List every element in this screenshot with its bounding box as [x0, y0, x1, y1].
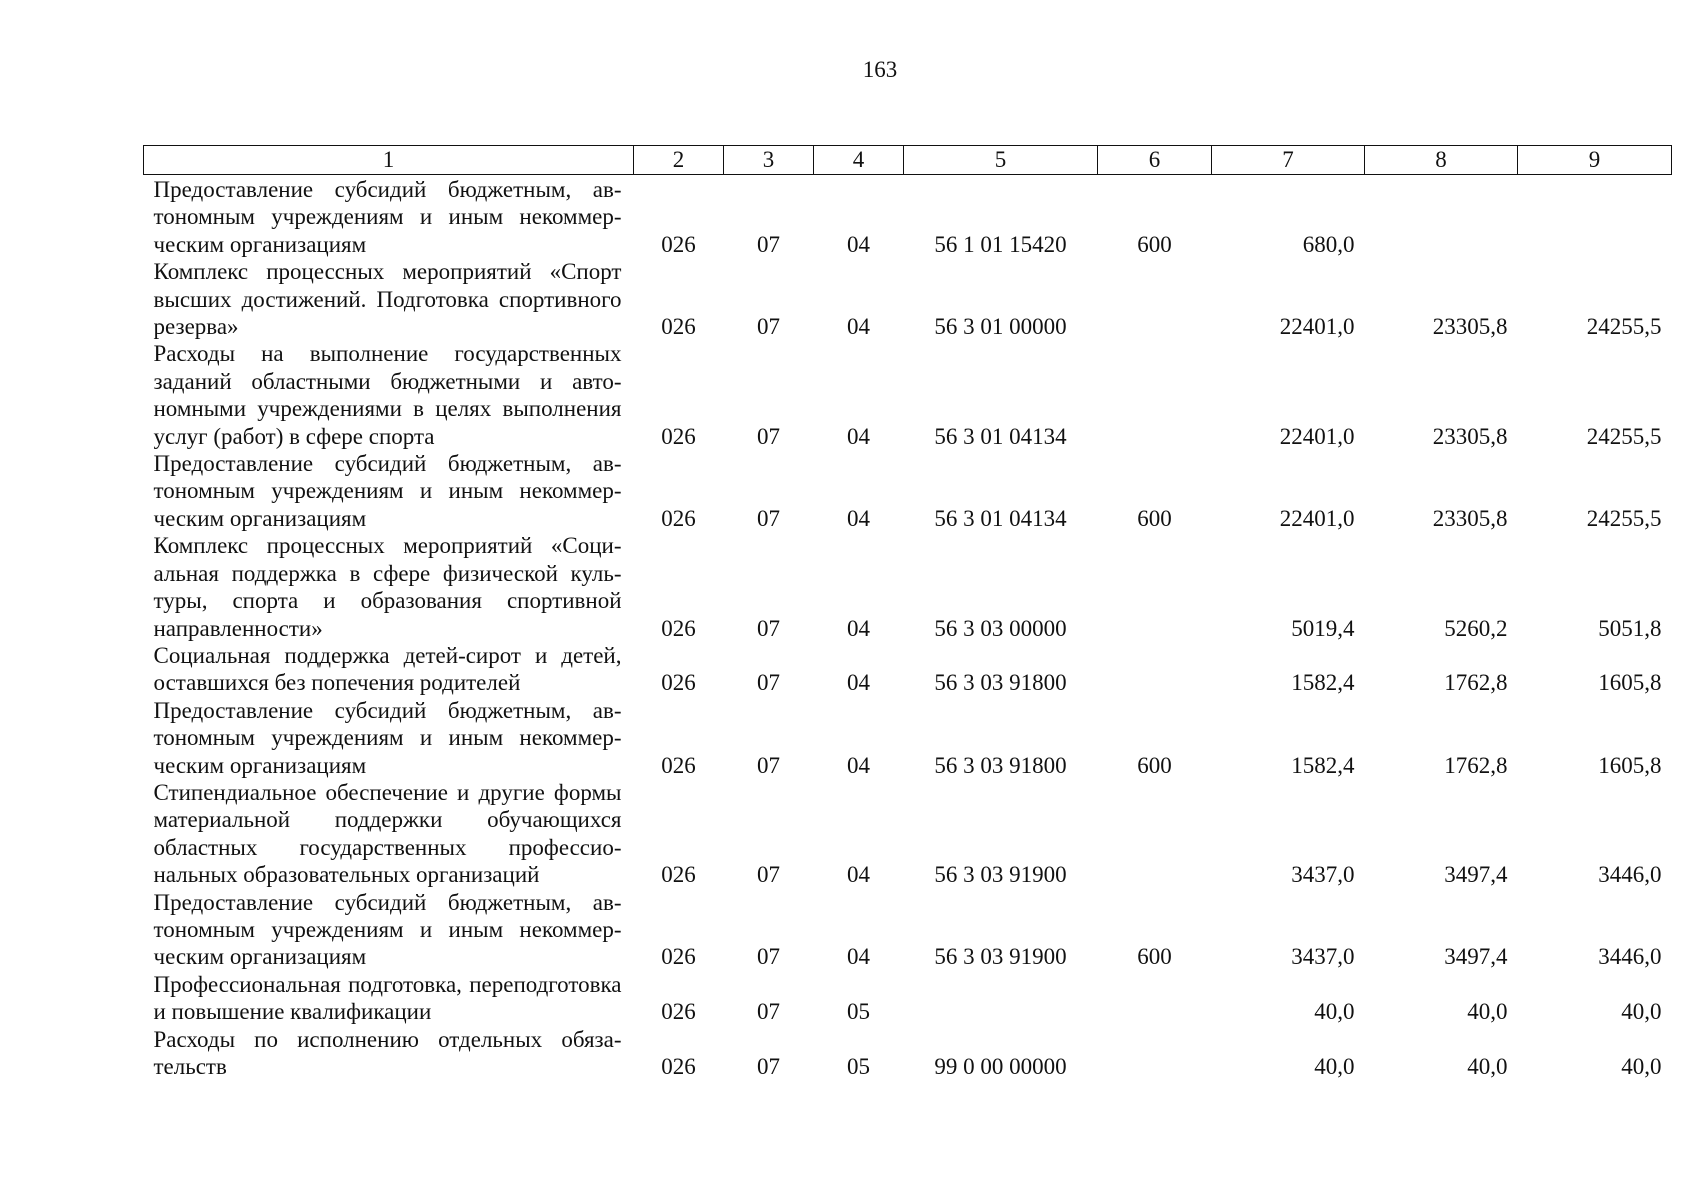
target-article-code: 56 3 03 91800: [934, 670, 1067, 696]
ministry-code: 026: [661, 944, 696, 970]
column-header-8: 8: [1365, 146, 1518, 175]
expense-type-code: [1098, 258, 1212, 340]
column-header-7: 7: [1212, 146, 1365, 175]
ministry-code: 026: [661, 615, 696, 641]
expense-type-code: [1098, 532, 1212, 642]
amount-col-8: 40,0: [1467, 1054, 1508, 1079]
section-code: 07: [757, 944, 780, 970]
ministry-code: 026: [661, 314, 696, 340]
table-row: [144, 1026, 1672, 1081]
amount-col-9: 3446,0: [1598, 862, 1662, 888]
section-code: 07: [757, 670, 780, 696]
section-code: 07: [757, 752, 780, 778]
column-header-6: 6: [1098, 146, 1212, 175]
row-description: Социальная поддержка детей-сирот и детей, оставшихся без попечения родителей: [153, 642, 622, 696]
ministry-code: 026: [661, 862, 696, 888]
budget-table: [143, 145, 1672, 1080]
amount-col-9: 40,0: [1621, 1054, 1662, 1079]
table-row: [144, 340, 1672, 450]
row-description: Предоставление субсидий бюджетным, автономным учреждениям и иным некоммерческим организациям: [153, 889, 622, 970]
amount-col-9: 24255,5: [1586, 314, 1662, 340]
section-code: 07: [757, 615, 780, 641]
ministry-code: 026: [661, 423, 696, 449]
row-description: Расходы на выполнение государственных заданий областными бюджетными и автономными учреждениями в целях выполнения услуг (работ) в сфере спорта: [153, 341, 622, 449]
amount-col-8: 23305,8: [1432, 423, 1508, 449]
amount-col-9: 24255,5: [1586, 505, 1662, 531]
row-description: Комплекс процессных мероприятий «Спорт высших достижений. Подготовка спортивного резерва»: [153, 259, 622, 340]
amount-col-9: 1605,8: [1598, 670, 1662, 696]
row-description: Стипендиальное обеспечение и другие формы материальной поддержки обучающихся областных государственных профессиональных образовательных организаций: [153, 779, 622, 888]
amount-col-8: 1762,8: [1444, 752, 1508, 778]
amount-col-7: 22401,0: [1279, 423, 1355, 449]
amount-col-8: 5260,2: [1444, 615, 1508, 641]
amount-col-7: 40,0: [1314, 999, 1355, 1025]
ministry-code: 026: [661, 231, 696, 257]
table-row: [144, 779, 1672, 889]
subsection-code: 04: [847, 423, 870, 449]
column-header-3: 3: [724, 146, 814, 175]
target-article-code: 56 3 01 00000: [934, 314, 1067, 340]
subsection-code: 04: [847, 615, 870, 641]
ministry-code: 026: [661, 752, 696, 778]
section-code: 07: [757, 314, 780, 340]
expense-type-code: 600: [1137, 944, 1172, 970]
subsection-code: 04: [847, 231, 870, 257]
subsection-code: 04: [847, 862, 870, 888]
expense-type-code: [1098, 1026, 1212, 1081]
target-article-code: [904, 971, 1098, 1026]
amount-col-7: 680,0: [1302, 231, 1355, 257]
amount-col-8: [1365, 175, 1518, 259]
target-article-code: 56 3 03 00000: [934, 615, 1067, 641]
target-article-code: 56 3 03 91900: [934, 862, 1067, 888]
subsection-code: 05: [847, 1054, 870, 1079]
target-article-code: 99 0 00 00000: [934, 1054, 1067, 1079]
amount-col-8: 23305,8: [1432, 314, 1508, 340]
amount-col-7: 1582,4: [1291, 670, 1355, 696]
column-header-4: 4: [814, 146, 904, 175]
expense-type-code: [1098, 779, 1212, 889]
amount-col-9: 24255,5: [1586, 423, 1662, 449]
expense-type-code: [1098, 642, 1212, 697]
amount-col-8: 23305,8: [1432, 505, 1508, 531]
amount-col-7: 5019,4: [1291, 615, 1355, 641]
table-header-row: [144, 146, 1672, 175]
amount-col-9: 5051,8: [1598, 615, 1662, 641]
table-row: [144, 889, 1672, 971]
table-row: [144, 175, 1672, 259]
ministry-code: 026: [661, 999, 696, 1025]
section-code: 07: [757, 999, 780, 1025]
row-description: Профессиональная подготовка, переподготовка и повышение квалификации: [153, 971, 622, 1025]
amount-col-7: 22401,0: [1279, 314, 1355, 340]
column-header-2: 2: [634, 146, 724, 175]
amount-col-7: 22401,0: [1279, 505, 1355, 531]
subsection-code: 04: [847, 944, 870, 970]
column-header-1: 1: [144, 146, 634, 175]
amount-col-7: 40,0: [1314, 1054, 1355, 1079]
target-article-code: 56 3 01 04134: [934, 505, 1067, 531]
ministry-code: 026: [661, 1054, 696, 1079]
amount-col-8: 3497,4: [1444, 944, 1508, 970]
expense-type-code: 600: [1137, 752, 1172, 778]
amount-col-7: 3437,0: [1291, 862, 1355, 888]
target-article-code: 56 3 03 91900: [934, 944, 1067, 970]
section-code: 07: [757, 505, 780, 531]
ministry-code: 026: [661, 670, 696, 696]
section-code: 07: [757, 1054, 780, 1079]
table-row: [144, 697, 1672, 779]
section-code: 07: [757, 423, 780, 449]
row-description: Комплекс процессных мероприятий «Социальная поддержка в сфере физической культуры, спорта и образования спортивной направленности»: [153, 533, 622, 641]
subsection-code: 04: [847, 752, 870, 778]
amount-col-9: 1605,8: [1598, 752, 1662, 778]
row-description: Предоставление субсидий бюджетным, автономным учреждениям и иным некоммерческим организациям: [153, 451, 622, 531]
amount-col-9: 3446,0: [1598, 944, 1662, 970]
table-row: [144, 532, 1672, 642]
section-code: 07: [757, 862, 780, 888]
amount-col-8: 40,0: [1467, 999, 1508, 1025]
expense-type-code: [1098, 971, 1212, 1026]
page-number: 163: [862, 57, 898, 82]
amount-col-8: 3497,4: [1444, 862, 1508, 888]
amount-col-8: 1762,8: [1444, 670, 1508, 696]
section-code: 07: [757, 231, 780, 257]
column-header-5: 5: [904, 146, 1098, 175]
expense-type-code: 600: [1137, 231, 1172, 257]
table-row: [144, 642, 1672, 697]
row-description: Расходы по исполнению отдельных обязательств: [153, 1026, 622, 1079]
table-row: [144, 258, 1672, 340]
subsection-code: 04: [847, 314, 870, 340]
table-row: [144, 450, 1672, 532]
expense-type-code: 600: [1137, 505, 1172, 531]
target-article-code: 56 3 01 04134: [934, 423, 1067, 449]
amount-col-9: 40,0: [1621, 999, 1662, 1025]
amount-col-7: 1582,4: [1291, 752, 1355, 778]
subsection-code: 04: [847, 670, 870, 696]
ministry-code: 026: [661, 505, 696, 531]
amount-col-7: 3437,0: [1291, 944, 1355, 970]
column-header-9: 9: [1518, 146, 1672, 175]
subsection-code: 04: [847, 505, 870, 531]
table-row: [144, 971, 1672, 1026]
row-description: Предоставление субсидий бюджетным, автономным учреждениям и иным некоммерческим организациям: [153, 177, 622, 257]
row-description: Предоставление субсидий бюджетным, автономным учреждениям и иным некоммерческим организациям: [153, 697, 622, 778]
subsection-code: 05: [847, 999, 870, 1025]
amount-col-9: [1518, 175, 1672, 259]
expense-type-code: [1098, 340, 1212, 450]
target-article-code: 56 3 03 91800: [934, 752, 1067, 778]
target-article-code: 56 1 01 15420: [934, 231, 1067, 257]
